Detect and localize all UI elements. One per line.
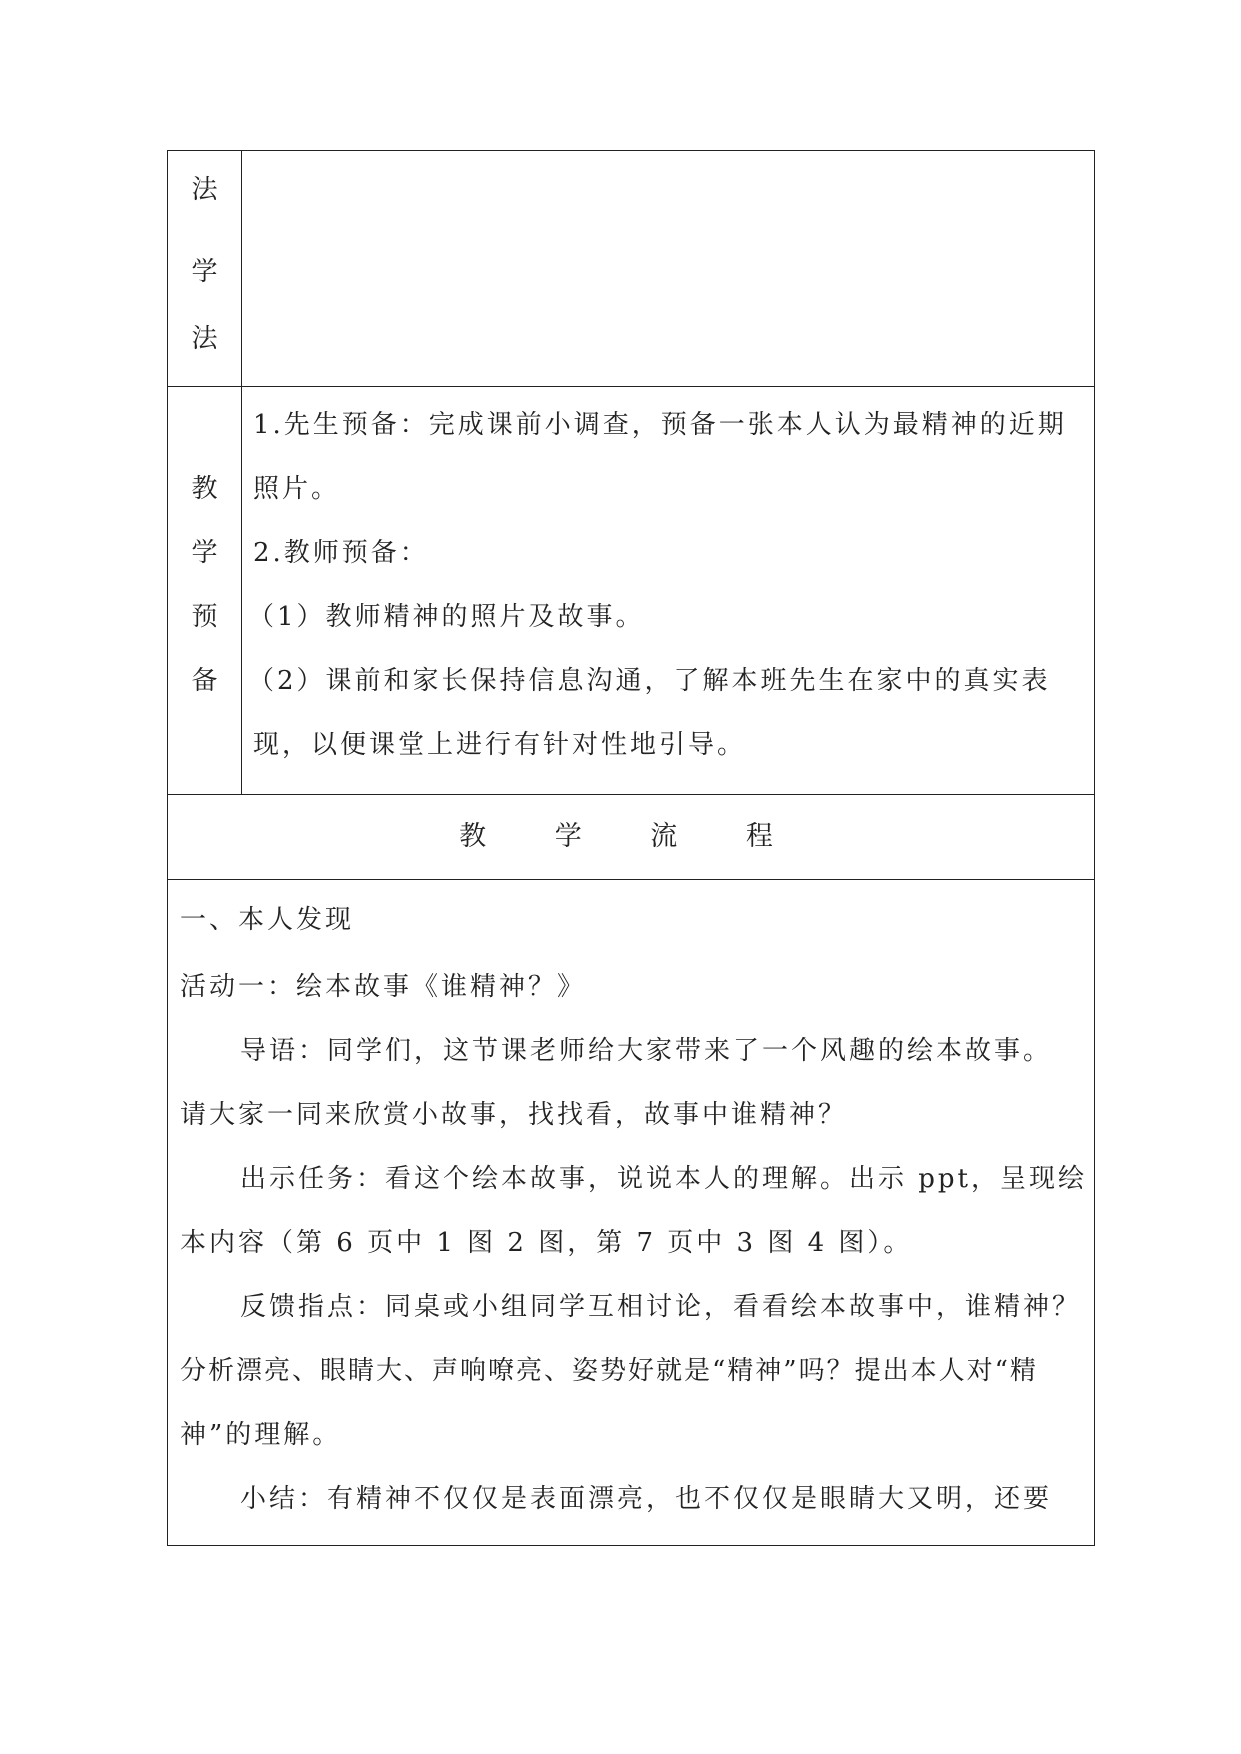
section1-label-3: 法 (191, 324, 218, 354)
section2-label-4: 备 (191, 666, 218, 696)
para2-line2: 本内容（第 6 页中 1 图 2 图，第 7 页中 3 图 4 图）。 (180, 1228, 913, 1258)
section2-label-2: 学 (191, 538, 218, 568)
lesson-plan-table (167, 150, 1095, 1546)
para3-line3: 神”的理解。 (180, 1420, 342, 1450)
prep-line-2: 照片。 (253, 474, 341, 504)
row-divider-3 (168, 879, 1094, 880)
para4-line1: 小结：有精神不仅仅是表面漂亮，也不仅仅是眼睛大又明，还要 (240, 1484, 1053, 1514)
para1-line2: 请大家一同来欣赏小故事，找找看，故事中谁精神？ (180, 1100, 848, 1130)
activity-title: 活动一：绘本故事《谁精神？》 (180, 972, 587, 1002)
prep-line-3: 2.教师预备： (253, 538, 429, 568)
row-divider-2 (168, 794, 1094, 795)
prep-line-1: 1.先生预备：完成课前小调查，预备一张本人认为最精神的近期 (253, 410, 1067, 440)
para2-line1: 出示任务：看这个绘本故事，说说本人的理解。出示 ppt，呈现绘 (240, 1164, 1088, 1194)
para3-line2: 分析漂亮、眼睛大、声响嘹亮、姿势好就是“精神”吗？提出本人对“精 (180, 1356, 1038, 1386)
section2-label-1: 教 (191, 474, 218, 504)
flow-heading: 一、本人发现 (180, 905, 355, 935)
section2-label-3: 预 (191, 602, 218, 632)
prep-line-6: 现，以便课堂上进行有针对性地引导。 (253, 730, 747, 760)
flow-title: 教 学 流 程 (459, 821, 803, 852)
prep-line-4: （1）教师精神的照片及故事。 (248, 602, 645, 632)
section1-label-2: 学 (191, 257, 218, 287)
para1-line1: 导语：同学们，这节课老师给大家带来了一个风趣的绘本故事。 (240, 1036, 1053, 1066)
para3-line1: 反馈指点：同桌或小组同学互相讨论，看看绘本故事中，谁精神？ (240, 1292, 1082, 1322)
row-divider-1 (168, 386, 1094, 387)
section1-label-1: 法 (191, 175, 218, 205)
prep-line-5: （2）课前和家长保持信息沟通，了解本班先生在家中的真实表 (248, 666, 1051, 696)
label-column-divider (241, 151, 242, 794)
